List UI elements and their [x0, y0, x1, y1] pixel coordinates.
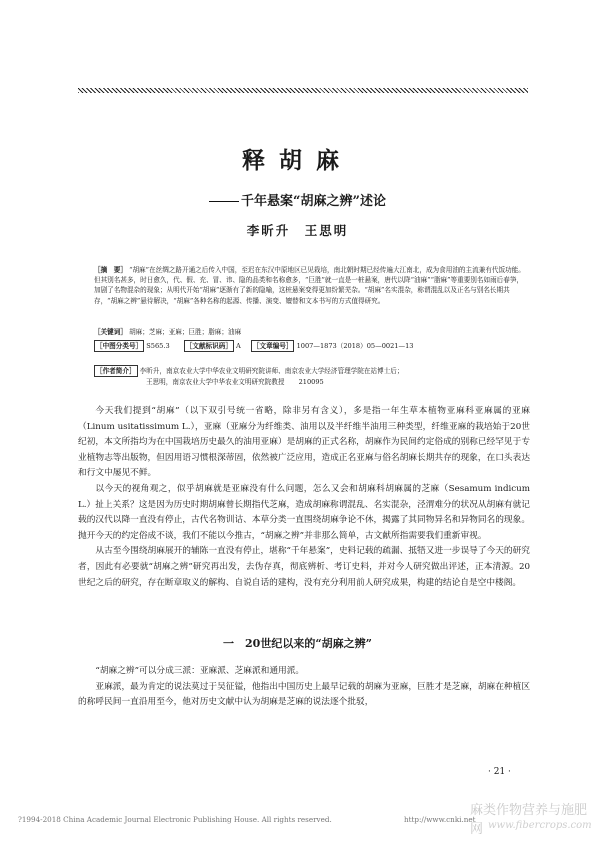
- article-title: 释胡麻: [242, 147, 353, 174]
- author-info-label: ［作者简介］: [94, 365, 138, 377]
- doc-id-value: A: [236, 342, 241, 350]
- abstract-label: ［摘 要］: [94, 266, 127, 274]
- author-info-zip: 210095: [298, 378, 324, 386]
- author-info-line2: 王思明，南京农业大学中华农业文明研究院教授: [146, 378, 285, 386]
- article-id-label: ［文章编号］: [251, 340, 295, 352]
- paragraph: 以今天的视角观之，似乎胡麻就是亚麻没有什么问题，怎么又会和胡麻科胡麻属的芝麻（Sesamum indicum L.）扯上关系？这是因为历史时期胡麻曾长期指代芝麻，造成胡麻称谓混乱、名实混杂，泾渭难分的状况从胡麻有就记载的汉代以降一直没有停止，古代名物训诂、本草分类一直围绕胡麻争论不休，揭露了其同物异名和异物同名的现象。抛开今天的约定俗成不谈，我们不能以今推古，“胡麻之辨”并非那么简单，古文献所指需要我们重新审视。: [78, 483, 530, 541]
- footer-url: http://www.cnki.net: [404, 815, 476, 824]
- keywords-block: [94, 327, 528, 337]
- author-info-block: [94, 365, 528, 377]
- keywords-text: 胡麻；芝麻；亚麻；巨胜；脂麻；油麻: [129, 328, 242, 336]
- author-info-line2-row: [146, 377, 526, 387]
- classification-block: [94, 340, 528, 352]
- watermark-url: www.fibercrops.com: [488, 820, 592, 831]
- clc-value: S565.3: [146, 342, 170, 350]
- body-intro: [78, 404, 530, 591]
- body-section-1: [78, 664, 530, 711]
- footer-copyright: ?1994-2018 China Academic Journal Electronic Publishing House. All rights reserved.: [18, 815, 332, 824]
- abstract-block: [94, 265, 528, 306]
- page-number: · 21 ·: [488, 767, 511, 777]
- author-info-line1: 李昕升，南京农业大学中华农业文明研究院讲师、南京农业大学经济管理学院在站博士后；: [139, 367, 404, 375]
- article-id-value: 1007—1873（2018）05—0021—13: [296, 342, 414, 350]
- header-rule-top: [78, 88, 528, 93]
- clc-label: ［中图分类号］: [94, 340, 144, 352]
- paragraph: 亚麻派，最为肯定的说法莫过于吴征镒，他指出中国历史上最早记载的胡麻为亚麻，巨胜才是芝麻，胡麻在种植区的称呼民间一直沿用至今，他对历史文献中认为胡麻是芝麻的说法逐个批驳，: [78, 681, 530, 708]
- watermark-text: 麻类作物营养与施肥网: [470, 803, 588, 837]
- subtitle-text: 千年悬案“胡麻之辨”述论: [241, 194, 386, 209]
- subtitle-dash: [209, 201, 239, 202]
- abstract-text: “胡麻”在丝绸之路开通之后传入中国，至迟在东汉中原地区已见栽培，南北朝时期已经传遍大江南北，成为食用油的主流兼有代饭功能。但其别名甚多，时日愈久，代、假、充、冒、讳、隐的品类和名称愈多，“巨胜”就一直是一桩悬案，唐代以降“油麻”“脂麻”等重要别名如雨后春笋，加剧了名物混杂的现象；从明代开始“胡麻”逐渐有了新的隐喻，这桩悬案变得更加纷繁芜杂。“胡麻”名实混杂，称谓混乱以及正名与别名长期共存，“胡麻之辨”悬待解决，“胡麻”各种名称的起源、传播、演变、嬗替和文本书写的方式值得研究。: [94, 266, 525, 305]
- doc-id-label: ［文献标识码］: [184, 340, 234, 352]
- article-subtitle: [0, 190, 595, 209]
- paragraph: 从古至今围绕胡麻展开的辅陈一直没有停止，堪称“千年悬案”，史料记载的疏漏、抵牾又进一步误导了今天的研究者，因此有必要就“胡麻之辨”研究再出发，去伪存真，彻底辨析、考订史料，并对今人研究做出评述，正本清源。20世纪之后的研究，存在断章取义的解构、自说自话的建构，没有充分利用前人研究成果，构建的结论自是空中楼阁。: [78, 546, 530, 588]
- section-heading: 一 20世纪以来的“胡麻之辨”: [223, 637, 372, 650]
- keywords-label: ［关键词］: [94, 328, 127, 336]
- paragraph: 今天我们提到“胡麻”（以下双引号统一省略，除非另有含义），多是指一年生草本植物亚麻科亚麻属的亚麻（Linum usitatissimum L.），亚麻（亚麻分为纤维类、油用以及半纤维半油用三种类型，纤维亚麻的栽培始于20世纪初，本文所指均为在中国栽培历史最久的油用亚麻）是胡麻的正式名称，胡麻作为民间约定俗成的别称已经罕见于专业植物志等出版物，但因用语习惯根深蒂固，依然被广泛应用，造成正名亚麻与俗名胡麻长期共存的现象，在口头表达和行文中屡见不鲜。: [78, 406, 530, 479]
- paragraph: “胡麻之辨”可以分成三派：亚麻派、芝麻派和通用派。: [95, 666, 305, 676]
- article-authors: 李昕升 王思明: [246, 223, 349, 238]
